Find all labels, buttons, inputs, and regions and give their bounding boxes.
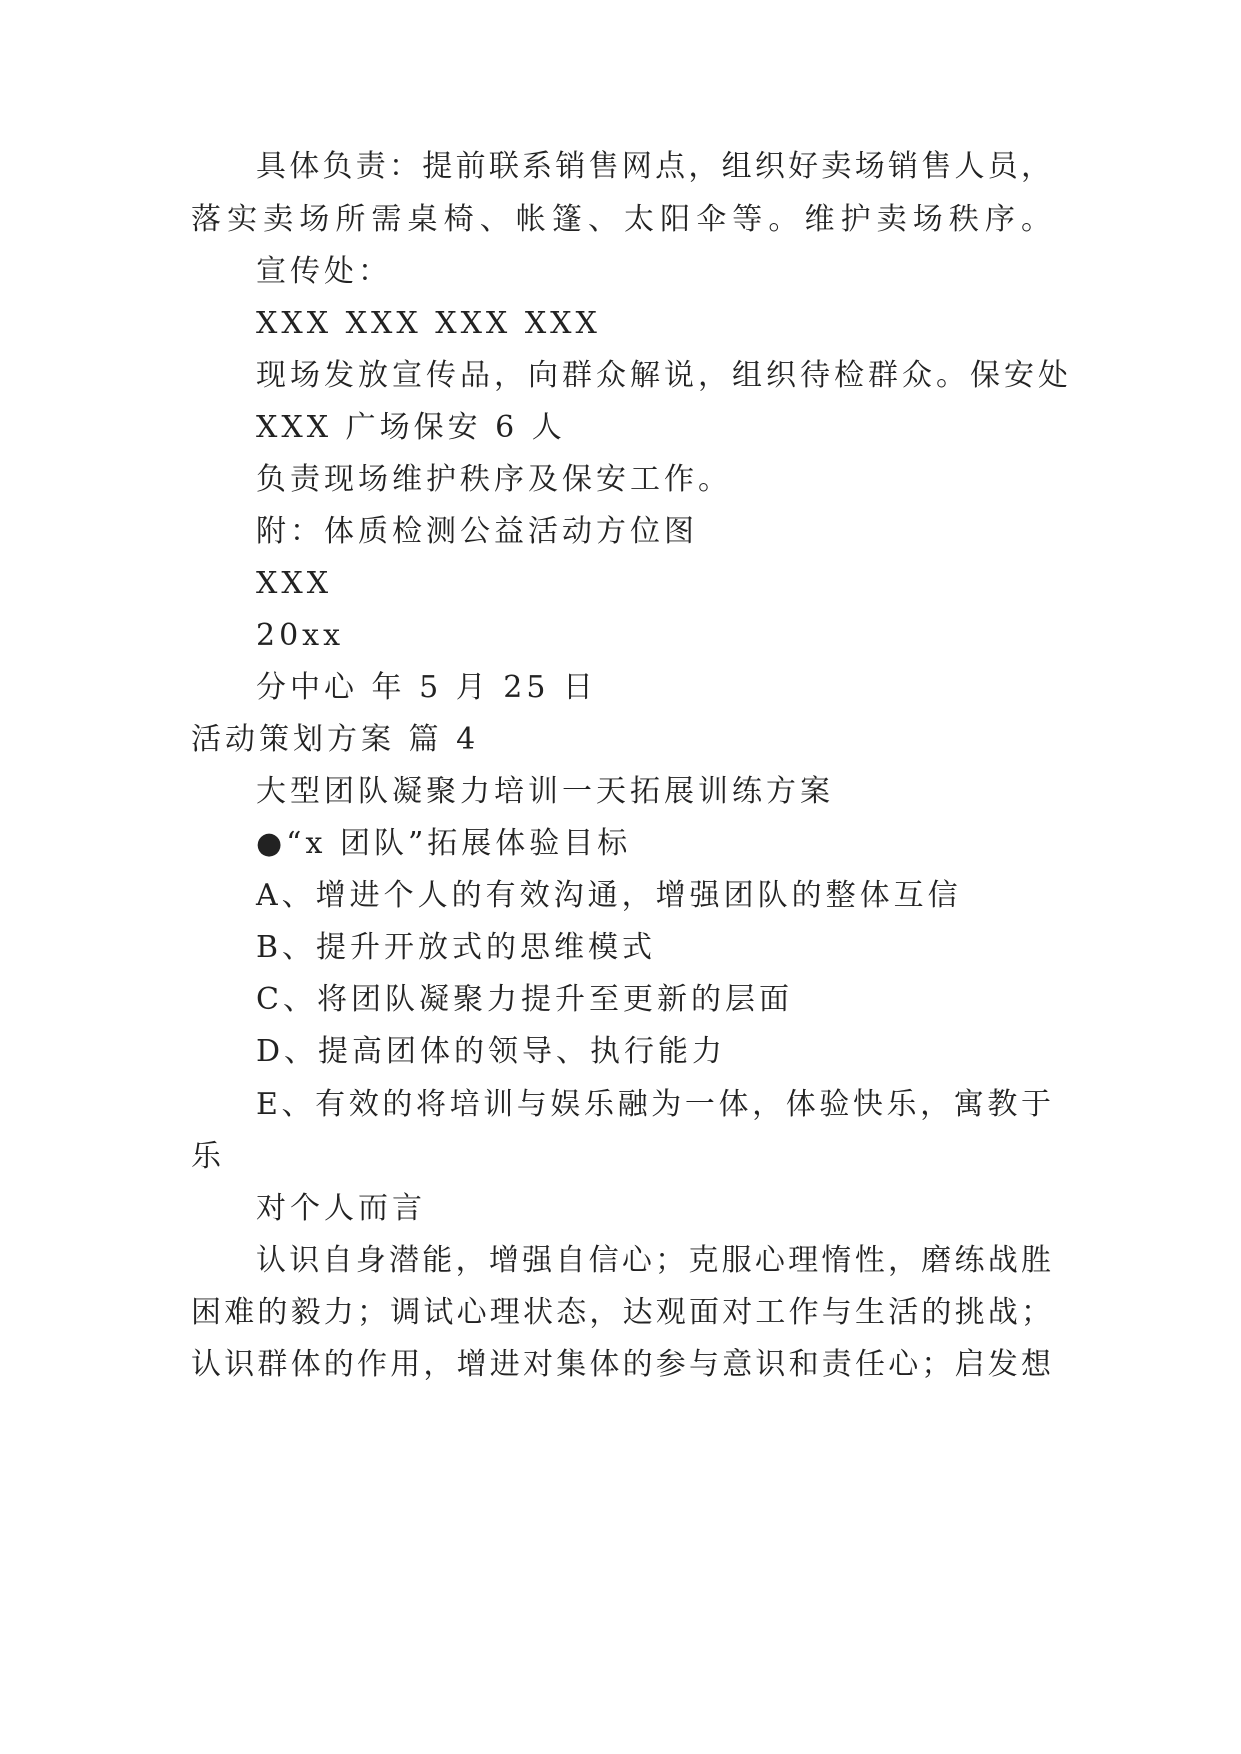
list-item: D、提高团体的领导、执行能力: [256, 1034, 727, 1069]
list-item-continuation: 乐: [191, 1139, 225, 1174]
paragraph-line: XXX 广场保安 6 人: [256, 410, 566, 445]
subheading: 对个人而言: [256, 1191, 426, 1226]
paragraph-line: 20xx: [256, 618, 345, 653]
paragraph-line: 分中心 年 5 月 25 日: [256, 670, 597, 705]
section-title: 大型团队凝聚力培训一天拓展训练方案: [256, 774, 834, 809]
paragraph-line: 认识自身潜能，增强自信心；克服心理惰性，磨练战胜: [256, 1243, 1051, 1278]
paragraph-line: 困难的毅力；调试心理状态，达观面对工作与生活的挑战；: [191, 1295, 1051, 1330]
list-item: C、将团队凝聚力提升至更新的层面: [256, 982, 793, 1017]
section-heading: 活动策划方案 篇 4: [191, 722, 480, 757]
paragraph-line: XXX: [256, 566, 333, 601]
paragraph-line: 附：体质检测公益活动方位图: [256, 514, 698, 549]
paragraph-line: 现场发放宣传品，向群众解说，组织待检群众。保安处: [256, 358, 1072, 393]
paragraph-line: 具体负责：提前联系销售网点，组织好卖场销售人员，: [256, 149, 1051, 184]
paragraph-line: 负责现场维护秩序及保安工作。: [256, 462, 732, 497]
section-label: 宣传处：: [256, 254, 392, 289]
paragraph-line: 认识群体的作用，增进对集体的参与意识和责任心；启发想: [191, 1347, 1051, 1382]
bullet-heading: ●“x 团队”拓展体验目标: [256, 826, 632, 861]
paragraph-line: XXX XXX XXX XXX: [256, 306, 601, 341]
list-item: B、提升开放式的思维模式: [256, 930, 657, 965]
paragraph-line: 落实卖场所需桌椅、帐篷、太阳伞等。维护卖场秩序。: [191, 202, 1051, 237]
list-item: E、有效的将培训与娱乐融为一体，体验快乐，寓教于: [256, 1087, 1051, 1122]
list-item: A、增进个人的有效沟通，增强团队的整体互信: [256, 878, 962, 913]
